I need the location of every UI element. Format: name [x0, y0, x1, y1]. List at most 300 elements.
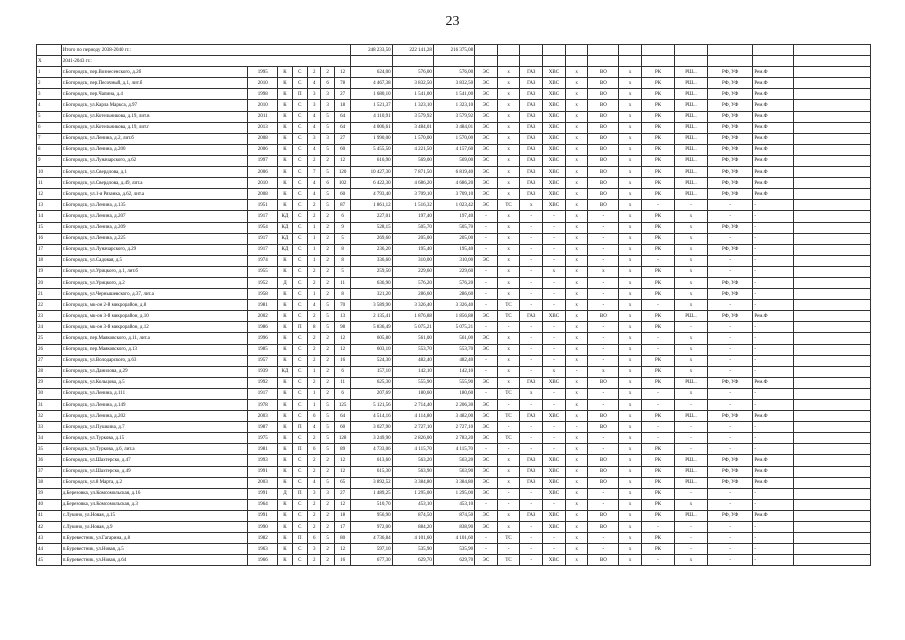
table-cell: х: [565, 255, 588, 266]
table-cell: С: [292, 366, 307, 377]
table-cell: 9: [37, 155, 62, 166]
table-cell: х: [497, 144, 520, 155]
table-cell-empty: [793, 344, 870, 355]
table-cell: 125: [334, 400, 351, 411]
table-cell: г.Богородск, ул.Ленина, д.207: [61, 211, 248, 222]
table-cell: -: [543, 355, 566, 366]
table-cell: С: [292, 211, 307, 222]
table-cell: ЭС: [475, 89, 498, 100]
table-cell: -: [675, 444, 708, 455]
table-cell-empty: [793, 555, 870, 566]
table-cell: 7: [308, 167, 321, 178]
table-cell: ТС: [497, 300, 520, 311]
table-cell: Рем.Ф: [753, 178, 793, 189]
table-cell: 23: [37, 311, 62, 322]
table-cell: х: [565, 122, 588, 133]
table-cell: ГАЗ: [520, 89, 543, 100]
table-cell: 2: [321, 522, 334, 533]
table-cell: ХВС: [543, 155, 566, 166]
table-cell: С: [292, 266, 307, 277]
table-cell: 616,90: [351, 155, 392, 166]
table-cell: г.Богородск, ул.Луначарского, д.29: [61, 244, 248, 255]
table-cell: ТС: [497, 533, 520, 544]
table-cell: г.Богородск, ул.Ленина, д.225: [61, 233, 248, 244]
table-row: [37, 133, 871, 144]
table-cell: 1 861,12: [351, 200, 392, 211]
table-cell: -: [642, 344, 675, 355]
table-cell: х: [619, 300, 642, 311]
table-cell: ГАЗ: [520, 167, 543, 178]
table-cell: -: [753, 266, 793, 277]
table-cell: 120: [334, 167, 351, 178]
table-cell: 3: [308, 133, 321, 144]
table-cell: х: [497, 289, 520, 300]
table-cell: 510,70: [351, 499, 392, 510]
table-cell: 1981: [248, 444, 278, 455]
table-cell: 8: [334, 255, 351, 266]
table-cell: 576,00: [433, 67, 474, 78]
table-cell: -: [475, 277, 498, 288]
table-cell: С: [292, 100, 307, 111]
table-cell: г.Богородск, пер.Маяковского, д.13: [61, 344, 248, 355]
table-cell: г.Богородск, ул.Котельникова, д.19, лит.г: [61, 122, 248, 133]
table-cell: 5: [334, 266, 351, 277]
page-number: 23: [445, 14, 460, 29]
table-cell: -: [675, 433, 708, 444]
table-cell: п.Буревестник, ул.Новая, д.64: [61, 555, 248, 566]
table-cell: х: [619, 133, 642, 144]
table-cell-empty: [793, 522, 870, 533]
table-cell: ГАЗ: [520, 78, 543, 89]
table-row: [37, 344, 871, 355]
table-cell: 535,90: [433, 544, 474, 555]
table-cell: -: [543, 322, 566, 333]
table-cell: ХВС: [543, 144, 566, 155]
table-cell: С: [292, 277, 307, 288]
table-cell: -: [520, 211, 543, 222]
table-cell: 4: [308, 178, 321, 189]
table-row: [37, 78, 871, 89]
table-cell: ВО: [588, 67, 619, 78]
table-cell: -: [707, 333, 752, 344]
table-cell: С: [292, 455, 307, 466]
table-cell: 3 027,90: [351, 422, 392, 433]
table-cell: 1 541,00: [392, 89, 433, 100]
table-cell: х: [565, 100, 588, 111]
table-cell: П: [292, 89, 307, 100]
table-cell: 453,10: [392, 499, 433, 510]
table-cell: г.Богородск, мк-он 2-й микрорайон, д.8: [61, 300, 248, 311]
table-cell: х: [675, 211, 708, 222]
table-cell: ВО: [588, 111, 619, 122]
table-cell: -: [707, 533, 752, 544]
table-cell: х: [588, 366, 619, 377]
table-cell: 563,20: [392, 455, 433, 466]
table-cell: 60: [334, 422, 351, 433]
table-cell: 2011: [248, 111, 278, 122]
table-cell: 1917: [248, 388, 278, 399]
table-cell: РФ, УФ: [707, 377, 752, 388]
table-cell: ГАЗ: [520, 510, 543, 521]
table-cell: -: [707, 266, 752, 277]
table-cell: с.Лукино, ул.Новая, д.9: [61, 522, 248, 533]
table-cell: 535,90: [392, 544, 433, 555]
table-cell: 2: [321, 233, 334, 244]
table-cell: 27: [334, 488, 351, 499]
table-cell: 2: [321, 155, 334, 166]
table-cell: х: [497, 89, 520, 100]
table-cell: 197,40: [392, 211, 433, 222]
table-cell: х: [565, 289, 588, 300]
table-row: [37, 366, 871, 377]
table-cell: 4 110,91: [351, 111, 392, 122]
table-cell: 1974: [248, 255, 278, 266]
table-cell: -: [475, 388, 498, 399]
table-cell: х: [543, 366, 566, 377]
table-cell: РК: [642, 533, 675, 544]
table-cell: ВО: [588, 144, 619, 155]
table-cell: П: [292, 422, 307, 433]
table-cell: -: [588, 289, 619, 300]
table-cell: -: [707, 433, 752, 444]
table-cell: ВО: [588, 155, 619, 166]
table-cell: 1917: [248, 233, 278, 244]
table-cell: С: [292, 522, 307, 533]
table-cell: -: [543, 499, 566, 510]
table-cell: ВО: [588, 122, 619, 133]
table-cell-empty: [793, 477, 870, 488]
table-cell-empty: [793, 510, 870, 521]
table-cell: г.Богородск, ул.Ленина, д.200: [61, 144, 248, 155]
table-cell: 205,00: [392, 233, 433, 244]
table-cell: 195,40: [392, 244, 433, 255]
table-row: [37, 455, 871, 466]
table-cell: 10: [37, 167, 62, 178]
table-cell: -: [475, 533, 498, 544]
table-cell: 41: [37, 510, 62, 521]
table-cell: 3 832,50: [392, 78, 433, 89]
table-cell: 11: [334, 377, 351, 388]
table-cell: 1966: [248, 555, 278, 566]
table-cell: -: [642, 255, 675, 266]
table-cell: 180,60: [392, 388, 433, 399]
table-cell: С: [292, 311, 307, 322]
table-cell: 5: [321, 477, 334, 488]
table-cell: -: [475, 211, 498, 222]
table-cell: х: [619, 266, 642, 277]
table-cell: -: [475, 366, 498, 377]
table-cell: 1 516,32: [392, 200, 433, 211]
table-cell: 1998: [248, 89, 278, 100]
table-cell: 5 121,56: [351, 400, 392, 411]
table-cell: КД: [278, 211, 292, 222]
table-cell: С: [292, 255, 307, 266]
table-cell: Рем.Ф: [753, 167, 793, 178]
table-cell: х: [619, 311, 642, 322]
table-cell: -: [520, 300, 543, 311]
table-cell: х: [497, 233, 520, 244]
table-cell: 2: [321, 388, 334, 399]
table-cell: ГАЗ: [520, 411, 543, 422]
table-cell: РШ...: [675, 67, 708, 78]
table-row: [37, 544, 871, 555]
table-cell: С: [292, 178, 307, 189]
table-cell: 64: [334, 111, 351, 122]
table-cell: К: [278, 388, 292, 399]
table-cell: К: [278, 411, 292, 422]
table-cell: -: [543, 211, 566, 222]
table-cell: х: [619, 444, 642, 455]
table-cell: г.Богородск, ул.Карла Маркса, д.97: [61, 100, 248, 111]
table-cell: 2: [321, 266, 334, 277]
table-cell: ЭС: [475, 477, 498, 488]
table-cell: -: [588, 244, 619, 255]
table-cell: 1 295,00: [392, 488, 433, 499]
table-cell: 553,70: [392, 344, 433, 355]
table-cell: ХВС: [543, 67, 566, 78]
table-cell-empty: [793, 189, 870, 200]
table-cell: РК: [642, 78, 675, 89]
table-cell: -: [543, 344, 566, 355]
table-cell: 2: [321, 277, 334, 288]
table-cell: 6 819,40: [433, 167, 474, 178]
table-cell: 2: [308, 522, 321, 533]
table-cell: РФ, УФ: [707, 289, 752, 300]
table-cell: х: [675, 233, 708, 244]
table-cell: 505,70: [392, 222, 433, 233]
table-cell: С: [292, 200, 307, 211]
table-cell: ХВС: [543, 311, 566, 322]
section-label: 2041-2043 гг.:: [61, 56, 351, 67]
table-cell: РШ...: [675, 377, 708, 388]
table-cell: С: [292, 400, 307, 411]
table-cell: г.Богородск, пер.Маяковского, д.11, лит.а: [61, 333, 248, 344]
table-cell: РК: [642, 355, 675, 366]
table-cell: Рем.Ф: [753, 411, 793, 422]
table-cell: ВО: [588, 189, 619, 200]
table-cell: 884,20: [392, 522, 433, 533]
table-cell: 5: [321, 111, 334, 122]
table-cell: х: [565, 544, 588, 555]
table-cell: 31: [37, 400, 62, 411]
table-cell: -: [642, 422, 675, 433]
table-cell: х: [619, 355, 642, 366]
table-cell: К: [278, 444, 292, 455]
table-row: [37, 333, 871, 344]
table-cell: С: [292, 355, 307, 366]
table-cell: 563,90: [392, 466, 433, 477]
table-cell-empty: [793, 333, 870, 344]
table-cell: ХВС: [543, 78, 566, 89]
table-row: [37, 422, 871, 433]
table-cell: РШ...: [675, 311, 708, 322]
table-cell: -: [497, 322, 520, 333]
table-cell: х: [520, 388, 543, 399]
table-cell: х: [497, 277, 520, 288]
table-cell: 2: [308, 200, 321, 211]
table-cell: 629,70: [433, 555, 474, 566]
table-cell: 1: [308, 222, 321, 233]
table-cell-empty: [793, 155, 870, 166]
table-cell: п.Буревестник, ул.Новая, д.5: [61, 544, 248, 555]
table-cell: х: [675, 355, 708, 366]
table-cell: 838,90: [433, 522, 474, 533]
table-cell: 336,60: [351, 255, 392, 266]
table-cell: 286,60: [433, 289, 474, 300]
table-cell: 629,70: [392, 555, 433, 566]
table-cell: х: [565, 311, 588, 322]
table-cell: 603,10: [351, 344, 392, 355]
table-cell: -: [543, 444, 566, 455]
table-cell: 7: [37, 133, 62, 144]
table-cell: 12: [37, 189, 62, 200]
table-cell-empty: [793, 444, 870, 455]
table-cell: х: [565, 522, 588, 533]
table-cell: 3: [308, 488, 321, 499]
table-cell-empty: [793, 100, 870, 111]
table-cell: х: [619, 433, 642, 444]
table-cell: РФ, УФ: [707, 455, 752, 466]
table-cell: 78: [334, 78, 351, 89]
table-cell: 12: [334, 544, 351, 555]
table-cell: К: [278, 144, 292, 155]
table-cell: 2: [308, 355, 321, 366]
table-row: [37, 144, 871, 155]
table-cell-empty: [793, 300, 870, 311]
table-cell: х: [619, 522, 642, 533]
table-cell: 4 467,38: [351, 78, 392, 89]
table-cell: 18: [334, 100, 351, 111]
table-cell: С: [292, 555, 307, 566]
table-cell: -: [753, 388, 793, 399]
table-row: [37, 111, 871, 122]
table-cell: ВО: [588, 311, 619, 322]
table-cell: -: [520, 366, 543, 377]
table-cell: 3: [321, 89, 334, 100]
table-cell: 615,30: [351, 466, 392, 477]
table-cell: х: [619, 111, 642, 122]
table-cell: 576,20: [392, 277, 433, 288]
table-cell: 1981: [248, 300, 278, 311]
table-cell: РК: [642, 100, 675, 111]
table-cell: ЭС: [475, 510, 498, 521]
table-cell: РШ...: [675, 144, 708, 155]
table-cell: ГАЗ: [520, 455, 543, 466]
table-cell: П: [292, 444, 307, 455]
table-cell: -: [707, 300, 752, 311]
table-cell: 42: [37, 522, 62, 533]
table-cell: ГАЗ: [520, 477, 543, 488]
table-row: [37, 522, 871, 533]
table-cell: -: [497, 544, 520, 555]
table-cell: К: [278, 355, 292, 366]
table-cell: 613,60: [351, 455, 392, 466]
totals-value-2: 222 141,28: [392, 45, 433, 56]
table-cell: ТС: [497, 388, 520, 399]
table-cell: -: [475, 300, 498, 311]
table-cell: 5: [321, 189, 334, 200]
table-cell: 3 589,90: [351, 300, 392, 311]
table-cell: г.Богородск, мк-он 3-й микрорайон, д.12: [61, 322, 248, 333]
table-cell: ЭС: [475, 178, 498, 189]
table-cell: х: [565, 533, 588, 544]
table-cell: х: [565, 355, 588, 366]
table-cell: 4 686,20: [433, 178, 474, 189]
table-cell: 4: [308, 300, 321, 311]
table-cell: х: [497, 344, 520, 355]
table-cell: 4: [308, 189, 321, 200]
table-cell: ЭС: [475, 333, 498, 344]
table-cell: -: [565, 422, 588, 433]
table-cell: РШ...: [675, 122, 708, 133]
table-cell: 6 422,30: [351, 178, 392, 189]
table-cell: К: [278, 78, 292, 89]
table-cell: К: [278, 289, 292, 300]
table-cell: г.Богородск, ул.Луначарского, д.62: [61, 155, 248, 166]
table-cell: Рем.Ф: [753, 122, 793, 133]
table-cell: -: [753, 289, 793, 300]
table-cell: 5: [321, 167, 334, 178]
table-cell: -: [707, 211, 752, 222]
table-cell: 259,50: [351, 266, 392, 277]
table-cell: -: [588, 277, 619, 288]
table-cell: К: [278, 89, 292, 100]
table-cell: г.Богородск, ул.Ленина, д.209: [61, 222, 248, 233]
table-cell: 1990: [248, 522, 278, 533]
table-cell: ХВС: [543, 111, 566, 122]
table-cell: 64: [334, 122, 351, 133]
table-cell: 2 714,40: [392, 400, 433, 411]
table-cell: 5: [321, 122, 334, 133]
table-cell: -: [520, 233, 543, 244]
table-cell: 2008: [248, 133, 278, 144]
table-cell: 1 680,10: [351, 89, 392, 100]
table-cell: х: [565, 510, 588, 521]
table-cell: х: [497, 244, 520, 255]
table-cell: ЭС: [475, 144, 498, 155]
table-cell: 6: [334, 211, 351, 222]
table-cell: 2008: [248, 189, 278, 200]
table-cell: 40: [37, 499, 62, 510]
table-cell: д.Березовка, ул.Комсомольская, д.3: [61, 499, 248, 510]
table-cell: 3 484,01: [433, 122, 474, 133]
table-cell-empty: [793, 266, 870, 277]
table-cell: 5: [321, 433, 334, 444]
table-cell: -: [753, 244, 793, 255]
table-cell: ХВС: [543, 89, 566, 100]
table-cell: -: [675, 422, 708, 433]
table-cell: 207,69: [351, 388, 392, 399]
table-cell: -: [707, 488, 752, 499]
table-cell: -: [520, 522, 543, 533]
table-cell: х: [497, 100, 520, 111]
table-cell: 64: [334, 411, 351, 422]
table-cell: 2: [308, 277, 321, 288]
table-cell-empty: [793, 222, 870, 233]
table-cell: С: [292, 144, 307, 155]
table-cell: РШ...: [675, 455, 708, 466]
table-cell: -: [707, 355, 752, 366]
table-cell: ВО: [588, 167, 619, 178]
table-cell: х: [619, 388, 642, 399]
table-cell: 33: [37, 422, 62, 433]
table-cell: 4: [308, 477, 321, 488]
table-cell: 310,00: [392, 255, 433, 266]
table-cell: ЭС: [475, 167, 498, 178]
table-cell: х: [619, 155, 642, 166]
table-cell: х: [619, 277, 642, 288]
table-cell-empty: [793, 433, 870, 444]
